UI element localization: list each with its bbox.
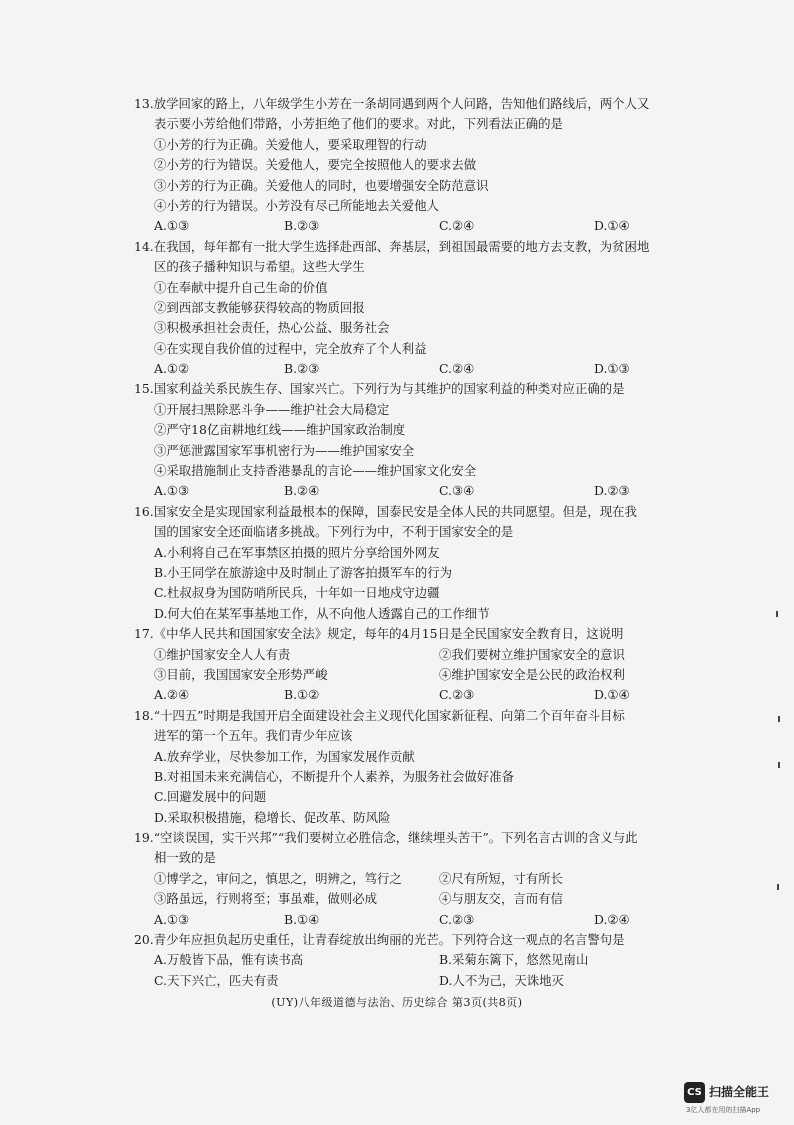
- option-row: [134, 665, 694, 685]
- statement-item: ④小芳的行为错误。小芳没有尽己所能地去关爱他人: [154, 197, 439, 213]
- scanner-watermark: [684, 1080, 788, 1118]
- option-item: D.人不为己，天诛地灭: [439, 972, 564, 988]
- answer-choice: C.②④: [439, 361, 475, 377]
- question-list: [134, 94, 694, 991]
- question-16: [134, 502, 694, 624]
- question-15: [134, 379, 694, 501]
- answer-choice: C.②③: [439, 687, 475, 703]
- answer-choice: C.③④: [439, 483, 475, 499]
- answer-choice: B.①②: [284, 687, 320, 703]
- statement-item: ①在奉献中提升自己生命的价值: [154, 279, 328, 295]
- statement-item: D.何大伯在某军事基地工作，从不向他人透露自己的工作细节: [154, 605, 490, 621]
- statement-item: ①小芳的行为正确。关爱他人，要采取理智的行动: [154, 136, 427, 152]
- option-item: ④与朋友交，言而有信: [439, 891, 563, 907]
- edge-mark: [778, 762, 780, 768]
- answer-choice: B.②③: [284, 361, 320, 377]
- answer-choice: D.①③: [594, 361, 630, 377]
- answer-choices: [134, 481, 694, 501]
- option-item: ①维护国家安全人人有责: [154, 646, 291, 662]
- statement-item: B.对祖国未来充满信心，不断提升个人素养，为服务社会做好准备: [154, 768, 514, 784]
- option-item: ④维护国家安全是公民的政治权利: [439, 666, 625, 682]
- question-stem: 15.国家利益关系民族生存、国家兴亡。下列行为与其维护的国家利益的种类对应正确的是: [134, 381, 625, 397]
- question-stem: 17.《中华人民共和国国家安全法》规定，每年的4月15日是全民国家安全教育日，这说明: [134, 626, 624, 642]
- answer-choice: A.①③: [154, 483, 190, 499]
- option-item: A.万般皆下品，惟有读书高: [154, 952, 304, 968]
- page-footer: (UY)八年级道德与法治、历史综合 第3页(共8页): [271, 996, 523, 1009]
- question-stem: 14.在我国，每年都有一批大学生选择赴西部、奔基层，到祖国最需要的地方去支教，为贫困地: [134, 238, 650, 254]
- statement-item: A.放弃学业，尽快参加工作，为国家发展作贡献: [154, 748, 415, 764]
- option-item: ②我们要树立维护国家安全的意识: [439, 646, 625, 662]
- camscanner-logo-icon: CS: [684, 1082, 705, 1103]
- question-19: [134, 828, 694, 930]
- answer-choices: [134, 216, 694, 236]
- option-item: ③路虽远，行则将至；事虽难，做则必成: [154, 891, 378, 907]
- question-stem: 13.放学回家的路上，八年级学生小芳在一条胡同遇到两个人问路，告知他们路线后，两个人又: [134, 96, 650, 111]
- statement-item: ③小芳的行为正确。关爱他人的同时，也要增强安全防范意识: [154, 177, 489, 193]
- statement-item: ①开展扫黑除恶斗争——维护社会大局稳定: [154, 401, 390, 417]
- answer-choice: C.②③: [439, 911, 475, 927]
- question-stem: 16.国家安全是实现国家利益最根本的保障，国泰民安是全体人民的共同愿望。但是，现在我: [134, 503, 637, 519]
- answer-choices: [134, 685, 694, 705]
- statement-item: C.回避发展中的问题: [154, 789, 267, 805]
- statement-item: ③积极承担社会责任，热心公益、服务社会: [154, 320, 390, 336]
- question-stem: 18.“十四五”时期是我国开启全面建设社会主义现代化国家新征程、向第二个百年奋斗目标: [134, 707, 625, 723]
- option-row: [134, 645, 694, 665]
- statement-item: ②严守18亿亩耕地红线——维护国家政治制度: [154, 422, 406, 438]
- question-13: [134, 94, 694, 237]
- answer-choice: D.①④: [594, 218, 630, 234]
- statement-item: ④采取措施制止支持香港暴乱的言论——维护国家文化安全: [154, 463, 477, 479]
- answer-choices: [134, 910, 694, 930]
- answer-choice: C.②④: [439, 218, 475, 234]
- question-stem: 进军的第一个五年。我们青少年应该: [154, 728, 353, 744]
- answer-choice: D.①④: [594, 687, 630, 703]
- answer-choice: B.②④: [284, 483, 320, 499]
- answer-choices: [134, 359, 694, 379]
- question-14: [134, 237, 694, 380]
- answer-choice: D.②③: [594, 483, 630, 499]
- question-20: [134, 930, 694, 991]
- edge-mark: [776, 611, 778, 617]
- question-stem: 20.青少年应担负起历史重任，让青春绽放出绚丽的光芒。下列符合这一观点的名言警句是: [134, 932, 625, 948]
- option-row: [134, 950, 694, 970]
- answer-choice: B.②③: [284, 218, 320, 234]
- statement-item: ②到西部支教能够获得较高的物质回报: [154, 299, 365, 315]
- option-row: [134, 869, 694, 889]
- edge-mark: [777, 884, 779, 890]
- question-stem: 国的国家安全还面临诸多挑战。下列行为中，不利于国家安全的是: [154, 524, 514, 540]
- option-item: B.采菊东篱下，悠然见南山: [439, 952, 589, 968]
- statement-item: D.采取积极措施，稳增长、促改革、防风险: [154, 809, 391, 825]
- question-stem: 19.“空谈误国，实干兴邦”“我们要树立必胜信念，继续埋头苦干”。下列名言古训的含义与此: [134, 830, 638, 846]
- answer-choice: A.①③: [154, 911, 190, 927]
- statement-item: ③严惩泄露国家军事机密行为——维护国家安全: [154, 442, 415, 458]
- answer-choice: A.②④: [154, 687, 190, 703]
- edge-mark: [778, 716, 780, 722]
- brand-name: 扫描全能王: [709, 1085, 770, 1099]
- question-17: [134, 624, 694, 706]
- statement-item: ②小芳的行为错误。关爱他人，要完全按照他人的要求去做: [154, 157, 477, 173]
- statement-item: B.小王同学在旅游途中及时制止了游客拍摄军车的行为: [154, 564, 453, 580]
- statement-item: A.小利将自己在军事禁区拍摄的照片分享给国外网友: [154, 544, 440, 560]
- question-stem: 表示要小芳给他们带路，小芳拒绝了他们的要求。对此，下列看法正确的是: [154, 116, 563, 132]
- statement-item: ④在实现自我价值的过程中，完全放弃了个人利益: [154, 340, 427, 356]
- option-row: [134, 971, 694, 991]
- answer-choice: D.②④: [594, 911, 630, 927]
- option-item: ③目前，我国国家安全形势严峻: [154, 666, 328, 682]
- question-stem: 相一致的是: [154, 850, 216, 866]
- option-item: C.天下兴亡，匹夫有责: [154, 972, 279, 988]
- answer-choice: A.①③: [154, 218, 190, 234]
- answer-choice: B.①④: [284, 911, 320, 927]
- option-item: ①博学之，审问之，慎思之，明辨之，笃行之: [154, 870, 402, 886]
- brand-tagline: 3亿人都在用的扫描App: [686, 1106, 761, 1114]
- answer-choice: A.①②: [154, 361, 190, 377]
- question-18: [134, 706, 694, 828]
- statement-item: C.杜叔叔身为国防哨所民兵，十年如一日地戍守边疆: [154, 585, 440, 601]
- option-row: [134, 889, 694, 909]
- question-stem: 区的孩子播种知识与希望。这些大学生: [154, 259, 365, 275]
- option-item: ②尺有所短，寸有所长: [439, 870, 563, 886]
